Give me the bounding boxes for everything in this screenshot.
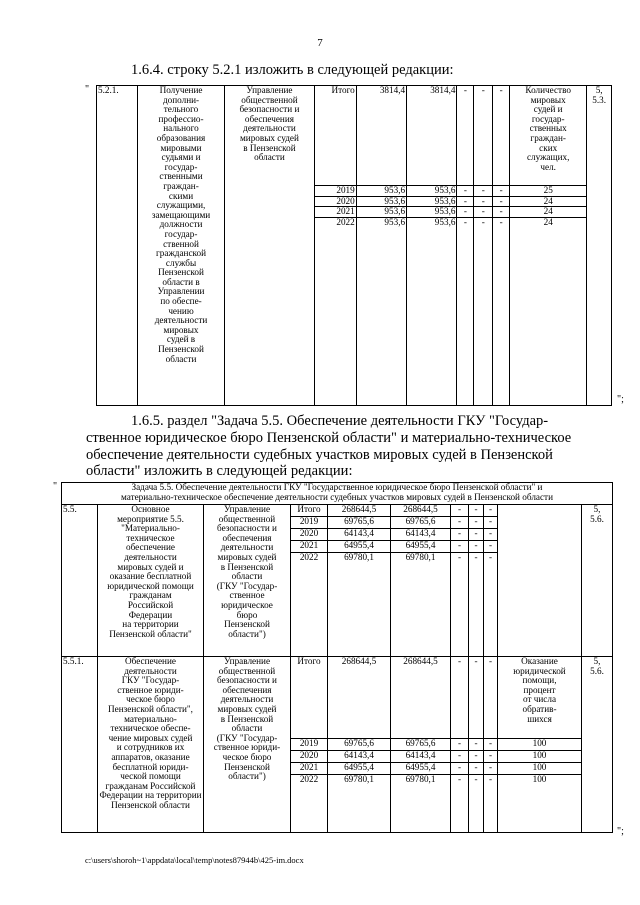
- text-line: области: [231, 723, 263, 734]
- dash-cell: -: [484, 763, 498, 775]
- indicator-value: 24: [510, 196, 587, 207]
- text-line: аппаратов, оказание: [111, 751, 190, 762]
- indicator-value: 100: [498, 751, 582, 763]
- text-line: Пензенской: [224, 761, 270, 772]
- text-line: ственных: [529, 123, 567, 134]
- dash-cell: -: [474, 196, 493, 207]
- indicator-value: 24: [510, 207, 587, 218]
- total-cell: 953,6: [356, 217, 406, 405]
- dash-cell: -: [469, 775, 484, 833]
- text-line: (ГКУ "Государ-: [216, 580, 278, 591]
- dash-cell: -: [474, 186, 493, 197]
- text-line: деятельности: [124, 665, 177, 676]
- text-line: чение мировых судей: [108, 732, 193, 743]
- text-line: мировых судей: [217, 703, 277, 714]
- total-cell: 69765,6: [328, 739, 391, 751]
- text-line: мировых судей: [217, 551, 277, 562]
- text-line: Пензенской области",: [108, 703, 193, 714]
- dash-cell: -: [451, 775, 469, 833]
- text-line: от числа: [522, 694, 557, 705]
- text-line: судьями и: [161, 152, 201, 163]
- year-cell: 2019: [291, 739, 328, 751]
- budget-cell: 69780,1: [391, 775, 451, 833]
- year-cell: 2021: [315, 207, 356, 218]
- text-line: Пензенской области": [109, 628, 192, 639]
- text-line: чению: [168, 305, 194, 316]
- text-line: по обеспе-: [160, 296, 202, 307]
- dash-cell: -: [457, 207, 474, 218]
- text-line: 5,: [593, 656, 601, 666]
- paragraph-line: обеспечение деятельности судебных участков мировых судей в Пензенской: [86, 446, 553, 463]
- total-cell: 69780,1: [328, 775, 391, 833]
- text-line: мировых: [163, 324, 199, 335]
- text-line: 5.6.: [590, 513, 604, 524]
- text-line: мировыми: [160, 142, 202, 153]
- text-line: ственное юриди-: [213, 742, 281, 753]
- text-line: помощи,: [522, 675, 557, 686]
- text-line: обеспечения: [222, 532, 272, 543]
- dash-cell: -: [469, 517, 484, 529]
- text-line: Управление: [223, 504, 271, 514]
- text-line: на территории: [122, 619, 179, 630]
- indicator-value: 100: [498, 775, 582, 833]
- text-line: обеспечение: [126, 542, 175, 553]
- text-line: бесплатной юриди-: [112, 761, 189, 772]
- text-line: 5.6.: [590, 665, 604, 676]
- text-line: в Пензенской: [220, 561, 274, 572]
- paragraph-line: 1.6.5. раздел "Задача 5.5. Обеспечение деятельности ГКУ "Государ-: [131, 413, 549, 429]
- text-line: шихся: [527, 713, 552, 724]
- dash-cell: -: [484, 517, 498, 529]
- open-quote-1: ": [85, 84, 90, 95]
- indicator-value: 25: [510, 186, 587, 197]
- text-line: чел.: [540, 161, 556, 172]
- total-cell: 3814,4: [356, 86, 406, 186]
- section-paragraph-1-6-5-cont: [86, 430, 618, 480]
- budget-cell: 953,6: [407, 196, 457, 207]
- text-line: службы: [165, 257, 197, 268]
- text-line: деятельности: [220, 694, 274, 705]
- dash-cell: -: [493, 86, 510, 186]
- dash-cell: -: [474, 207, 493, 218]
- goal-reference: [582, 657, 613, 833]
- text-line: обратив-: [522, 703, 557, 714]
- year-cell: 2021: [291, 763, 328, 775]
- text-line: образования: [156, 132, 206, 143]
- budget-cell: 953,6: [407, 186, 457, 197]
- row-number: 5.5.: [62, 505, 98, 657]
- text-line: безопасности и: [239, 104, 300, 115]
- text-line: безопасности и: [217, 675, 277, 686]
- text-line: граждан-: [163, 180, 199, 191]
- text-line: Количество: [525, 85, 571, 95]
- total-cell: 64955,4: [328, 763, 391, 775]
- dash-cell: -: [474, 86, 493, 186]
- text-line: деятельности: [124, 551, 177, 562]
- executor: [204, 657, 291, 833]
- budget-cell: 64143,4: [391, 751, 451, 763]
- dash-cell: -: [457, 217, 474, 405]
- text-line: Федерации на территории: [99, 790, 202, 801]
- total-cell: 64955,4: [328, 541, 391, 553]
- text-line: области: [254, 152, 285, 163]
- dash-cell: -: [451, 751, 469, 763]
- year-cell: Итого: [291, 505, 328, 517]
- text-line: 5,: [593, 504, 601, 514]
- text-line: гражданской: [156, 248, 207, 259]
- year-cell: 2020: [315, 196, 356, 207]
- dash-cell: -: [493, 196, 510, 207]
- text-line: Оказание: [521, 656, 558, 666]
- text-line: мировых судей и: [117, 561, 184, 572]
- text-line: в Пензенской: [243, 142, 296, 153]
- text-line: замещающими: [151, 209, 211, 220]
- dash-cell: -: [469, 751, 484, 763]
- text-line: Управлении: [157, 286, 205, 297]
- indicator-value: 100: [498, 739, 582, 751]
- close-quote-2: ";: [617, 826, 624, 837]
- text-line: гражданам Российской: [105, 780, 196, 791]
- text-line: дополни-: [162, 94, 200, 105]
- text-line: граждан-: [530, 132, 566, 143]
- text-line: 5.3.: [592, 94, 607, 105]
- text-line: области: [165, 353, 197, 364]
- dash-cell: -: [451, 763, 469, 775]
- text-line: нального: [163, 123, 199, 134]
- text-line: государ-: [531, 113, 565, 124]
- text-line: служащих,: [526, 152, 570, 163]
- executor: [204, 505, 291, 657]
- total-cell: 69765,6: [328, 517, 391, 529]
- executor: [224, 86, 315, 406]
- year-cell: 2019: [315, 186, 356, 197]
- section-heading-1-6-4: 1.6.4. строку 5.2.1 изложить в следующей редакции:: [131, 62, 454, 78]
- text-line: техническое: [126, 532, 175, 543]
- text-line: Пензенской области: [111, 799, 190, 810]
- table-task-5-5: [61, 482, 613, 833]
- budget-cell: 3814,4: [407, 86, 457, 186]
- table-row-5-2-1: [96, 85, 612, 406]
- dash-cell: -: [469, 529, 484, 541]
- text-line: области в: [162, 276, 200, 287]
- dash-cell: -: [469, 657, 484, 739]
- text-line: материально-техническое обеспечение деятельности судебных участков мировых судей в Пензенской области: [120, 491, 553, 502]
- dash-cell: -: [484, 529, 498, 541]
- text-line: обеспечения: [222, 684, 272, 695]
- text-line: ческой помощи: [120, 771, 181, 782]
- text-line: ских: [539, 142, 558, 153]
- dash-cell: -: [457, 86, 474, 186]
- budget-cell: 64955,4: [391, 541, 451, 553]
- text-line: области: [231, 571, 263, 582]
- text-line: деятельности: [220, 542, 274, 553]
- text-line: ческое бюро: [126, 694, 175, 705]
- year-cell: 2022: [315, 217, 356, 405]
- year-cell: 2020: [291, 751, 328, 763]
- text-line: безопасности и: [217, 523, 277, 534]
- text-line: процент: [523, 684, 556, 695]
- section-paragraph-1-6-5: [131, 413, 618, 430]
- goal-reference: [582, 505, 613, 657]
- text-line: деятельности: [154, 315, 208, 326]
- footer-file-path: c:\users\shoroh~1\appdata\local\temp\notes87944b\425-im.docx: [85, 855, 304, 865]
- text-line: Пензенской: [158, 267, 204, 278]
- budget-cell: 953,6: [407, 217, 457, 405]
- text-line: 5,: [595, 85, 603, 95]
- dash-cell: -: [469, 739, 484, 751]
- dash-cell: -: [484, 505, 498, 517]
- text-line: бюро: [236, 609, 258, 620]
- text-line: мероприятие 5.5.: [117, 513, 184, 524]
- indicator-name: [498, 657, 582, 739]
- text-line: судей и: [533, 104, 563, 115]
- text-line: в Пензенской: [220, 713, 274, 724]
- text-line: общественной: [241, 94, 298, 105]
- text-line: юридическое: [221, 599, 273, 610]
- text-line: области"): [228, 628, 266, 639]
- year-cell: Итого: [315, 86, 356, 186]
- year-cell: 2021: [291, 541, 328, 553]
- dash-cell: -: [451, 505, 469, 517]
- text-line: государ-: [164, 228, 198, 239]
- measure-name: [138, 86, 224, 406]
- text-line: должности: [159, 219, 203, 230]
- text-line: обеспечения: [244, 113, 294, 124]
- total-cell: 268644,5: [328, 657, 391, 739]
- budget-cell: 64955,4: [391, 763, 451, 775]
- text-line: ческое бюро: [222, 751, 272, 762]
- text-line: деятельности: [243, 123, 296, 134]
- text-line: гражданам: [129, 590, 172, 601]
- text-line: Обеспечение: [125, 656, 176, 666]
- dash-cell: -: [451, 517, 469, 529]
- year-cell: 2022: [291, 775, 328, 833]
- text-line: государ-: [164, 161, 198, 172]
- text-line: ГКУ "Государ-: [121, 675, 180, 686]
- total-cell: 64143,4: [328, 529, 391, 541]
- paragraph-line: области" изложить в следующей редакции:: [86, 463, 353, 479]
- budget-cell: 268644,5: [391, 505, 451, 517]
- year-cell: Итого: [291, 657, 328, 739]
- dash-cell: -: [451, 739, 469, 751]
- page-number: 7: [317, 37, 323, 49]
- goal-reference: [587, 86, 612, 406]
- text-line: Задача 5.5. Обеспечение деятельности ГКУ "Государственное юридическое бюро Пензенской области" и: [131, 482, 543, 492]
- total-cell: 64143,4: [328, 751, 391, 763]
- indicator-value: 24: [510, 217, 587, 405]
- year-cell: 2020: [291, 529, 328, 541]
- text-line: судей в: [166, 334, 196, 345]
- budget-cell: 953,6: [407, 207, 457, 218]
- indicator-name: [510, 86, 587, 186]
- dash-cell: -: [457, 186, 474, 197]
- text-line: тельного: [163, 104, 199, 115]
- text-line: Управление: [246, 85, 293, 95]
- close-quote-1: ";: [617, 394, 624, 405]
- dash-cell: -: [484, 553, 498, 657]
- text-line: ственными: [159, 171, 203, 182]
- text-line: техническое обеспе-: [110, 723, 191, 734]
- text-line: юридической помощи: [107, 580, 194, 591]
- row-number: 5.5.1.: [62, 657, 98, 833]
- measure-name: [98, 505, 204, 657]
- text-line: Управление: [223, 656, 271, 666]
- text-line: "Материально-: [121, 523, 180, 534]
- text-line: Пензенской: [158, 344, 204, 355]
- indicator-empty: [498, 505, 582, 657]
- dash-cell: -: [451, 529, 469, 541]
- text-line: и сотрудников их: [116, 742, 185, 753]
- text-line: юридической: [513, 665, 566, 676]
- text-line: Получение: [159, 85, 203, 95]
- total-cell: 268644,5: [328, 505, 391, 517]
- dash-cell: -: [451, 657, 469, 739]
- row-number: 5.2.1.: [97, 86, 138, 406]
- budget-cell: 64143,4: [391, 529, 451, 541]
- dash-cell: -: [484, 657, 498, 739]
- dash-cell: -: [493, 186, 510, 197]
- task-header: [62, 483, 613, 505]
- dash-cell: -: [484, 775, 498, 833]
- year-cell: 2019: [291, 517, 328, 529]
- text-line: материально-: [124, 713, 177, 724]
- text-line: Основное: [131, 504, 170, 514]
- dash-cell: -: [484, 739, 498, 751]
- budget-cell: 69765,6: [391, 517, 451, 529]
- indicator-value: 100: [498, 763, 582, 775]
- dash-cell: -: [484, 541, 498, 553]
- text-line: общественной: [218, 665, 276, 676]
- text-line: Пензенской: [224, 619, 270, 630]
- text-line: Федерации: [128, 609, 173, 620]
- text-line: мировых: [530, 94, 566, 105]
- text-line: служащими,: [156, 200, 206, 211]
- dash-cell: -: [474, 217, 493, 405]
- total-cell: 953,6: [356, 196, 406, 207]
- text-line: ственное: [229, 590, 265, 601]
- dash-cell: -: [457, 196, 474, 207]
- total-cell: 69780,1: [328, 553, 391, 657]
- open-quote-2: ": [53, 481, 58, 492]
- dash-cell: -: [469, 553, 484, 657]
- dash-cell: -: [451, 541, 469, 553]
- dash-cell: -: [469, 541, 484, 553]
- measure-name: [98, 657, 204, 833]
- dash-cell: -: [469, 505, 484, 517]
- text-line: Российской: [127, 599, 174, 610]
- budget-cell: 69765,6: [391, 739, 451, 751]
- total-cell: 953,6: [356, 186, 406, 197]
- paragraph-line: ственное юридическое бюро Пензенской области" и материально-техническое: [86, 430, 572, 446]
- text-line: оказание бесплатной: [109, 571, 192, 582]
- text-line: области"): [228, 771, 266, 782]
- text-line: профессио-: [158, 113, 204, 124]
- budget-cell: 268644,5: [391, 657, 451, 739]
- dash-cell: -: [493, 217, 510, 405]
- text-line: (ГКУ "Государ-: [216, 732, 278, 743]
- dash-cell: -: [451, 553, 469, 657]
- dash-cell: -: [469, 763, 484, 775]
- text-line: общественной: [218, 513, 276, 524]
- total-cell: 953,6: [356, 207, 406, 218]
- text-line: ственной: [163, 238, 199, 249]
- dash-cell: -: [484, 751, 498, 763]
- text-line: ственное юриди-: [117, 684, 184, 695]
- budget-cell: 69780,1: [391, 553, 451, 657]
- year-cell: 2022: [291, 553, 328, 657]
- text-line: скими: [168, 190, 194, 201]
- text-line: мировых судей: [239, 132, 299, 143]
- dash-cell: -: [493, 207, 510, 218]
